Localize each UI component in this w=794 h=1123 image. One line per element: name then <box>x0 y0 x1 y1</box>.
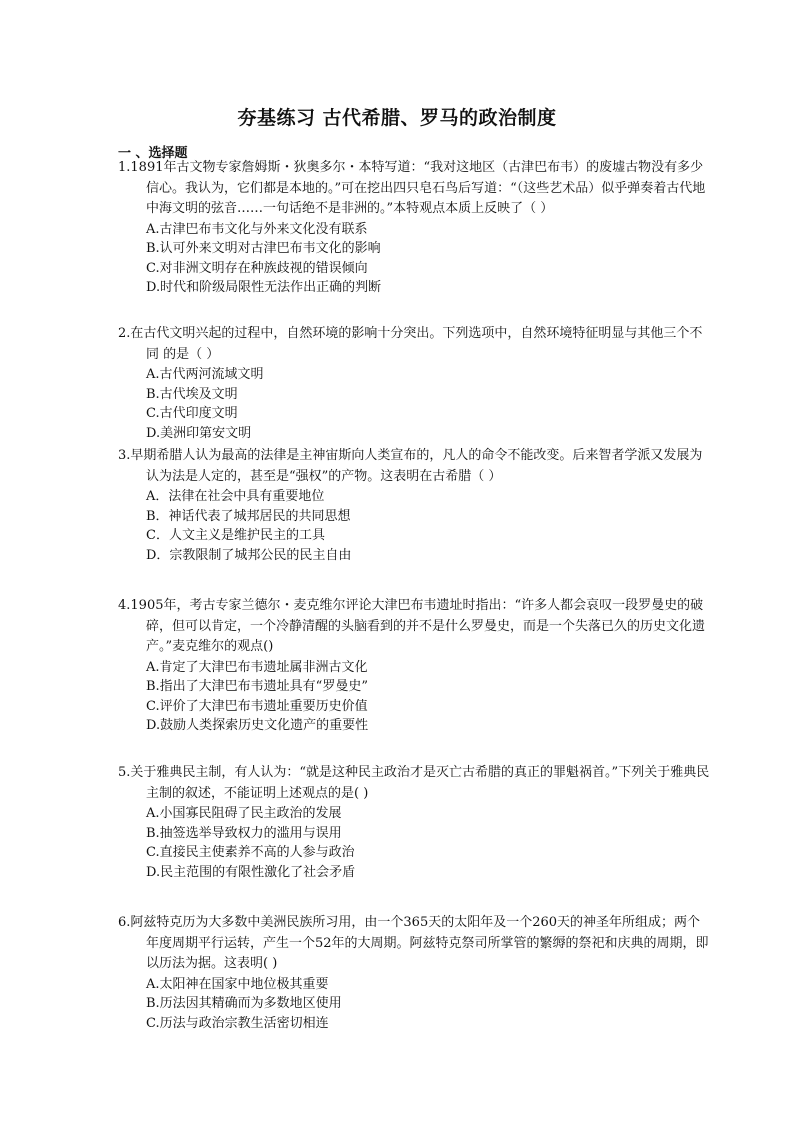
question-stem: 2.在古代文明兴起的过程中，自然环境的影响十分突出。下列选项中，自然环境特征明显与其他三个不同 的是（ ） <box>118 326 703 362</box>
option-c: C.古代印度文明 <box>146 406 238 421</box>
option-c: C.历法与政治宗教生活密切相连 <box>146 1015 329 1031</box>
option-list <box>118 220 710 298</box>
option-list <box>118 804 710 882</box>
option-a: A.古代两河流域文明 <box>146 367 264 382</box>
option-list <box>118 658 710 736</box>
question-1 <box>118 158 710 298</box>
option-d: D.时代和阶级局限性无法作出正确的判断 <box>146 280 382 295</box>
question-3 <box>118 446 710 565</box>
option-b: B.古代埃及文明 <box>146 386 238 402</box>
option-d: D．宗教限制了城邦公民的民主自由 <box>146 547 352 563</box>
option-a: A.肯定了大津巴布韦遗址属非洲古文化 <box>146 659 368 675</box>
option-b: B．神话代表了城邦居民的共同思想 <box>146 508 351 524</box>
option-d: D.美洲印第安文明 <box>146 425 252 441</box>
option-list <box>118 365 710 443</box>
option-d: D.民主范围的有限性激化了社会矛盾 <box>146 864 356 880</box>
question-stem: 6.阿兹特克历为大多数中美洲民族所习用，由一个365天的太阳年及一个260天的神圣年所组成；两个年度周期平行运转，产生一个52年的大周期。阿兹特克祭司所掌管的繁缛的祭祀和庆典的周期，即以历法为据。这表明( ) <box>118 915 709 971</box>
question-5 <box>118 763 710 882</box>
option-b: B.认可外来文明对古津巴布韦文化的影响 <box>146 241 381 256</box>
option-a: A．法律在社会中具有重要地位 <box>146 489 325 504</box>
option-c: C.评价了大津巴布韦遗址重要历史价值 <box>146 698 368 714</box>
option-a: A.太阳神在国家中地位极其重要 <box>146 976 329 992</box>
question-stem: 3.早期希腊人认为最高的法律是主神宙斯向人类宣布的，凡人的命令不能改变。后来智者学派又发展为认为法是人定的，甚至是“强权”的产物。这表明在古希腊（ ） <box>118 448 703 484</box>
option-list <box>118 975 710 1034</box>
option-c: C．人文主义是维护民主的工具 <box>146 528 325 543</box>
option-a: A.小国寡民阻碍了民主政治的发展 <box>146 806 342 821</box>
question-4 <box>118 596 710 736</box>
option-list <box>118 487 710 565</box>
option-b: B.抽签选举导致权力的滥用与误用 <box>146 825 342 841</box>
option-b: B.历法因其精确而为多数地区使用 <box>146 996 342 1011</box>
page-title: 夯基练习 古代希腊、罗马的政治制度 <box>237 107 557 129</box>
option-b: B.指出了大津巴布韦遗址具有“罗曼史” <box>146 679 368 694</box>
question-2 <box>118 324 710 443</box>
option-a: A.古津巴布韦文化与外来文化没有联系 <box>146 221 368 237</box>
option-c: C.直接民主使素养不高的人参与政治 <box>146 845 355 860</box>
question-stem: 5.关于雅典民主制，有人认为：“就是这种民主政治才是灭亡古希腊的真正的罪魁祸首。”下列关于雅典民主制的叙述，不能证明上述观点的是( ) <box>118 765 710 801</box>
option-c: C.对非洲文明存在种族歧视的错误倾向 <box>146 260 368 276</box>
question-stem: 4.1905年，考古专家兰德尔・麦克维尔评论大津巴布韦遗址时指出：“许多人都会哀叹一段罗曼史的破碎，但可以肯定，一个冷静清醒的头脑看到的并不是什么罗曼史，而是一个失落已久的历史文化遗产。”麦克维尔的观点() <box>118 598 706 654</box>
option-d: D.鼓励人类探索历史文化遗产的重要性 <box>146 718 369 733</box>
question-6 <box>118 913 710 1033</box>
section-heading: 一 、选择题 <box>118 146 188 161</box>
question-stem: 1.1891年古文物专家詹姆斯・狄奥多尔・本特写道：“我对这地区（古津巴布韦）的废墟古物没有多少信心。我认为，它们都是本地的。”可在挖出四只皂石鸟后写道：“（这些艺术品）似乎弹奏着古代地中海文明的弦音……一句话绝不是非洲的。”本特观点本质上反映了（ ） <box>118 160 706 216</box>
